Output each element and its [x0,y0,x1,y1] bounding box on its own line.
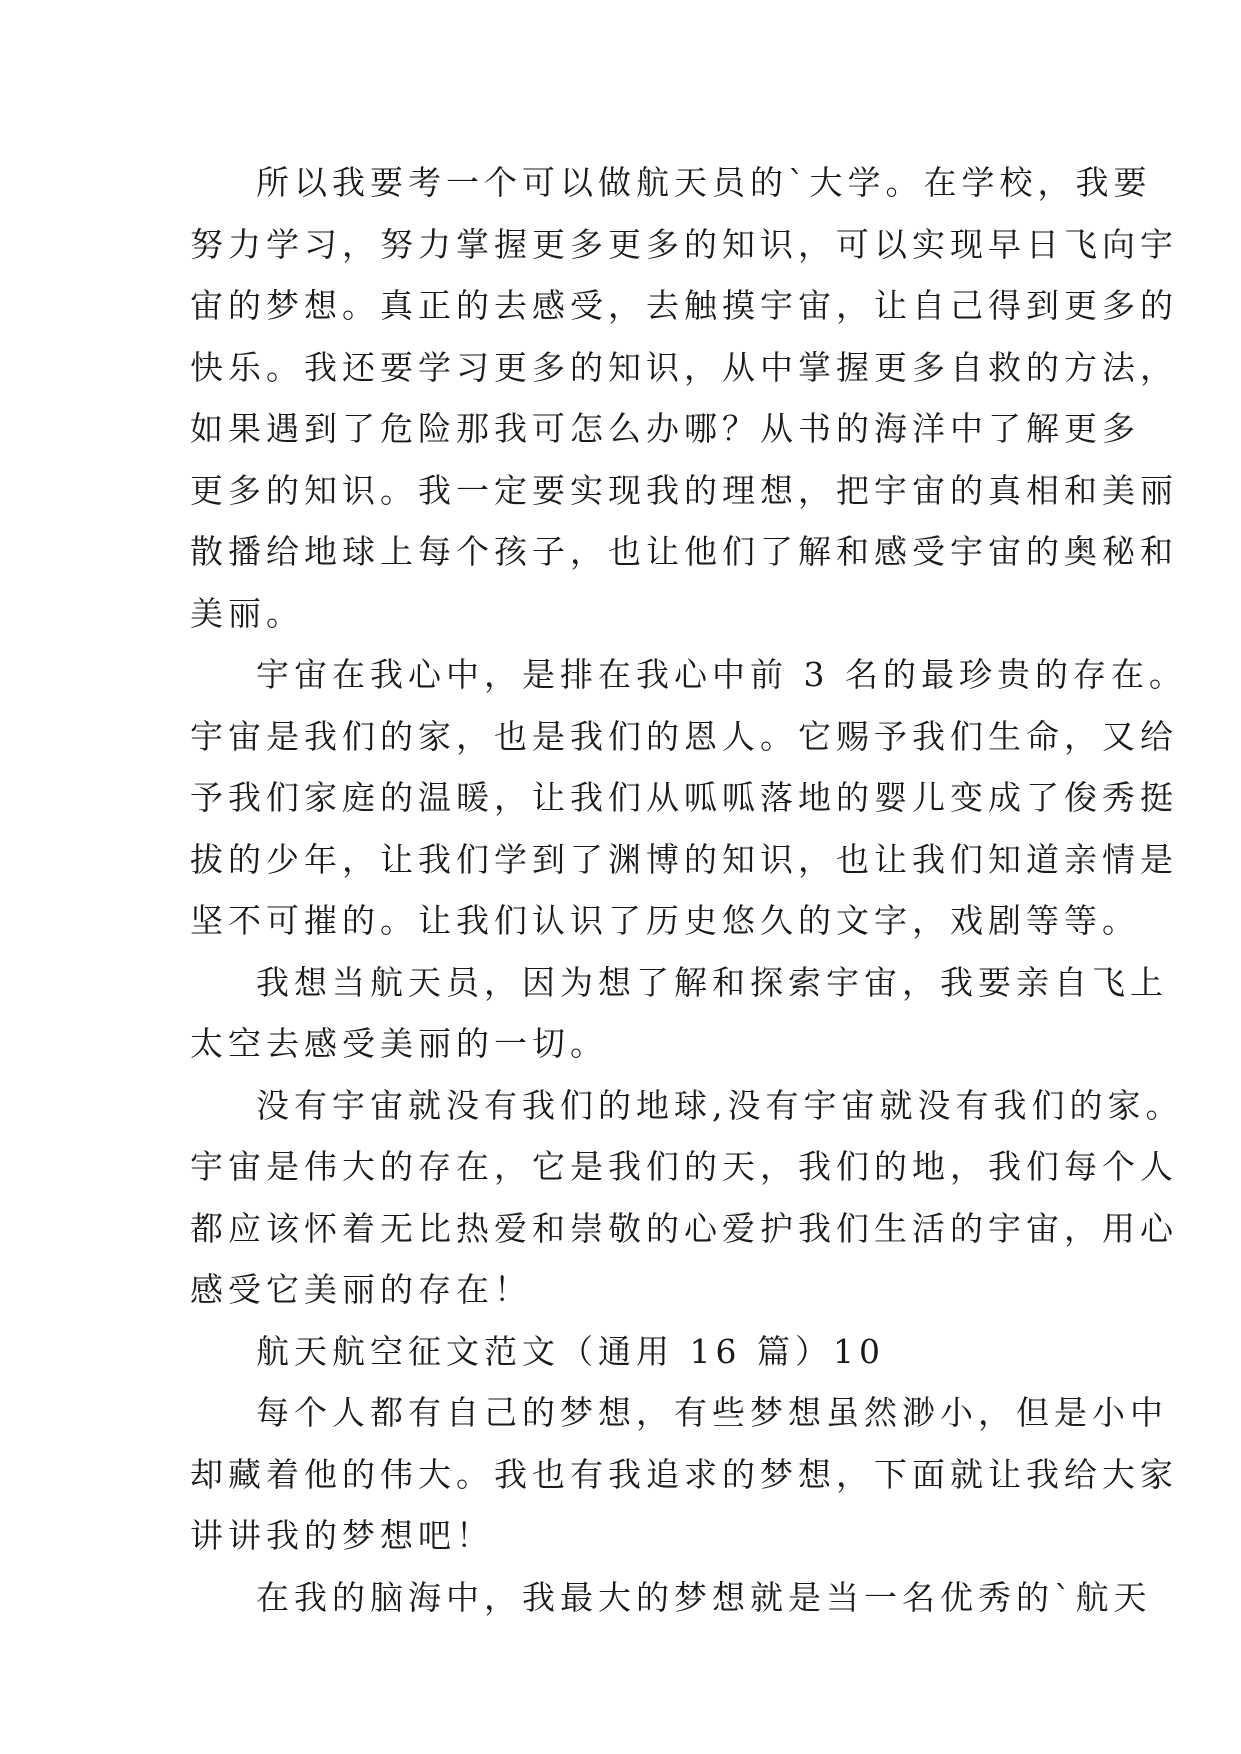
text-line: 宇宙是伟大的存在，它是我们的天，我们的地，我们每个人 [190,1147,1178,1186]
text-line: 快乐。我还要学习更多的知识，从中掌握更多自救的方法， [190,347,1178,387]
text-line: 散播给地球上每个孩子，也让他们了解和感受宇宙的奥秘和 [190,532,1178,571]
document-body [190,152,1187,1628]
text-line: 所以我要考一个可以做航天员的`大学。在学校，我要 [256,163,1152,202]
text-line: 拔的少年，让我们学到了渊博的知识，也让我们知道亲情是 [190,839,1178,879]
text-line: 予我们家庭的温暖，让我们从呱呱落地的婴儿变成了俊秀挺 [190,778,1178,817]
text-line: 更多的知识。我一定要实现我的理想，把宇宙的真相和美丽 [190,470,1178,510]
text-line: 宇宙在我心中，是排在我心中前 3 名的最珍贵的存在。 [256,655,1187,694]
text-line: 我想当航天员，因为想了解和探索宇宙，我要亲自飞上 [256,962,1168,1002]
text-line: 都应该怀着无比热爱和崇敬的心爱护我们生活的宇宙，用心 [190,1208,1178,1248]
text-line: 宇宙是我们的家，也是我们的恩人。它赐予我们生命，又给 [190,716,1178,756]
text-line: 如果遇到了危险那我可怎么办哪？从书的海洋中了解更多 [190,409,1140,448]
section-heading: 航天航空征文范文（通用 16 篇）10 [256,1331,885,1371]
text-line: 在我的脑海中，我最大的梦想就是当一名优秀的`航天 [256,1577,1152,1617]
text-line: 美丽。 [190,593,304,633]
text-line: 感受它美丽的存在！ [190,1270,532,1309]
text-line: 每个人都有自己的梦想，有些梦想虽然渺小，但是小中 [256,1393,1168,1432]
text-line: 努力学习，努力掌握更多更多的知识，可以实现早日飞向宇 [190,224,1178,264]
text-line: 没有宇宙就没有我们的地球,没有宇宙就没有我们的家。 [256,1085,1184,1125]
text-line: 讲讲我的梦想吧！ [190,1516,494,1555]
text-line: 坚不可摧的。让我们认识了历史悠久的文字，戏剧等等。 [190,901,1140,940]
text-line: 太空去感受美丽的一切。 [190,1024,608,1063]
text-line: 宙的梦想。真正的去感受，去触摸宇宙，让自己得到更多的 [190,286,1178,325]
text-line: 却藏着他的伟大。我也有我追求的梦想，下面就让我给大家 [190,1454,1178,1494]
